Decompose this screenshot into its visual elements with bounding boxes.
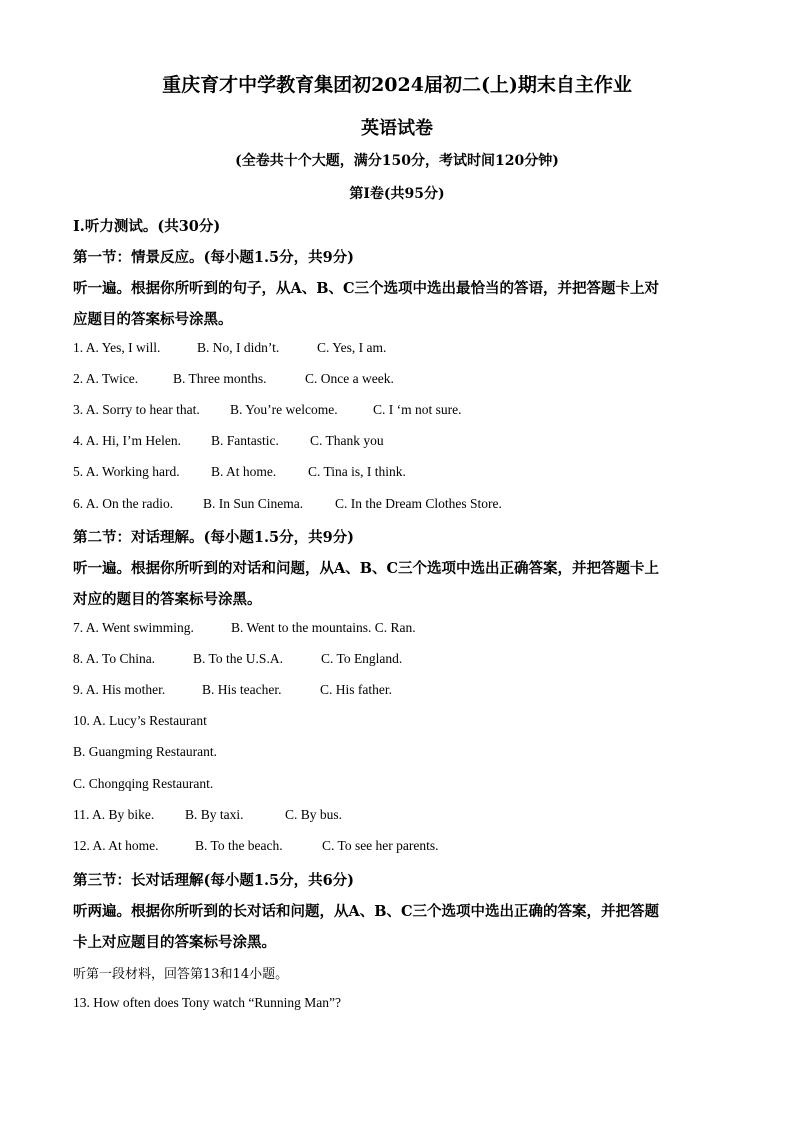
part2-instruction-line1: 听一遍。根据你所听到的对话和问题，从A、B、C三个选项中选出正确答案，并把答题卡上 bbox=[73, 560, 660, 577]
question-2 bbox=[73, 371, 394, 387]
option-b: B. At home. bbox=[211, 464, 277, 479]
option-b: B. Went to the mountains. C. Ran. bbox=[231, 620, 416, 635]
question-6 bbox=[73, 496, 502, 512]
option-b: B. Fantastic. bbox=[211, 433, 279, 448]
option-c: C. To see her parents. bbox=[322, 838, 439, 853]
option-b: B. Three months. bbox=[173, 371, 267, 386]
option-a: 3. A. Sorry to hear that. bbox=[73, 402, 200, 417]
option-b: B. To the beach. bbox=[195, 838, 283, 853]
question-3 bbox=[73, 402, 462, 418]
part2-instruction-line2: 对应的题目的答案标号涂黑。 bbox=[73, 591, 262, 608]
part3-note: 听第一段材料，回答第13和14小题。 bbox=[73, 967, 289, 982]
option-b: B. To the U.S.A. bbox=[193, 651, 283, 666]
option-c: C. His father. bbox=[320, 682, 392, 697]
question-9 bbox=[73, 682, 392, 698]
option-a: 7. A. Went swimming. bbox=[73, 620, 194, 635]
part1-instruction-line1: 听一遍。根据你所听到的句子，从A、B、C三个选项中选出最恰当的答语，并把答题卡上对 bbox=[73, 280, 660, 297]
option-b: B. By taxi. bbox=[185, 807, 244, 822]
option-a: 2. A. Twice. bbox=[73, 371, 139, 386]
question-10 bbox=[73, 713, 207, 729]
exam-info: (全卷共十个大题，满分150分，考试时间120分钟) bbox=[235, 153, 559, 169]
question-5 bbox=[73, 464, 406, 480]
option-a: 4. A. Hi, I’m Helen. bbox=[73, 433, 181, 448]
question-13: 13. How often does Tony watch “Running Man”? bbox=[73, 995, 342, 1010]
option-c: C. Thank you bbox=[310, 433, 384, 448]
option-a: 1. A. Yes, I will. bbox=[73, 340, 161, 355]
section-heading-listening: I.听力测试。(共30分) bbox=[73, 218, 221, 235]
option-c: C. Tina is, I think. bbox=[308, 464, 406, 479]
question-10-option-c: C. Chongqing Restaurant. bbox=[73, 776, 214, 791]
option-b: B. In Sun Cinema. bbox=[203, 496, 304, 511]
option-a: 11. A. By bike. bbox=[73, 807, 155, 822]
part1-instruction-line2: 应题目的答案标号涂黑。 bbox=[73, 311, 233, 328]
option-c: C. In the Dream Clothes Store. bbox=[335, 496, 502, 511]
question-10-option-b: B. Guangming Restaurant. bbox=[73, 744, 217, 759]
option-c: C. I ‘m not sure. bbox=[373, 402, 462, 417]
option-a: 10. A. Lucy’s Restaurant bbox=[73, 713, 207, 728]
exam-subject: 英语试卷 bbox=[361, 118, 433, 139]
option-b: B. His teacher. bbox=[202, 682, 282, 697]
question-4 bbox=[73, 433, 384, 449]
option-c: C. Once a week. bbox=[305, 371, 394, 386]
part3-instruction-line2: 卡上对应题目的答案标号涂黑。 bbox=[73, 934, 276, 951]
option-c: C. Yes, I am. bbox=[317, 340, 387, 355]
option-a: 12. A. At home. bbox=[73, 838, 159, 853]
option-a: 9. A. His mother. bbox=[73, 682, 166, 697]
question-8 bbox=[73, 651, 402, 667]
part1-heading: 第一节：情景反应。(每小题1.5分，共9分) bbox=[73, 249, 355, 266]
question-11 bbox=[73, 807, 342, 823]
question-1 bbox=[73, 340, 386, 356]
option-a: 8. A. To China. bbox=[73, 651, 156, 666]
option-a: 6. A. On the radio. bbox=[73, 496, 174, 511]
exam-title: 重庆育才中学教育集团初2024届初二(上)期末自主作业 bbox=[162, 74, 632, 96]
part2-heading: 第二节：对话理解。(每小题1.5分，共9分) bbox=[73, 529, 355, 546]
question-7 bbox=[73, 620, 416, 636]
part3-instruction-line1: 听两遍。根据你所听到的长对话和问题，从A、B、C三个选项中选出正确的答案，并把答题 bbox=[73, 903, 660, 920]
volume-heading: 第I卷(共95分) bbox=[349, 186, 445, 202]
option-b: B. No, I didn’t. bbox=[197, 340, 280, 355]
option-a: 5. A. Working hard. bbox=[73, 464, 180, 479]
option-c: C. To England. bbox=[321, 651, 403, 666]
option-b: B. You’re welcome. bbox=[230, 402, 338, 417]
question-12 bbox=[73, 838, 439, 854]
part3-heading: 第三节：长对话理解(每小题1.5分，共6分) bbox=[73, 872, 355, 889]
option-c: C. By bus. bbox=[285, 807, 343, 822]
